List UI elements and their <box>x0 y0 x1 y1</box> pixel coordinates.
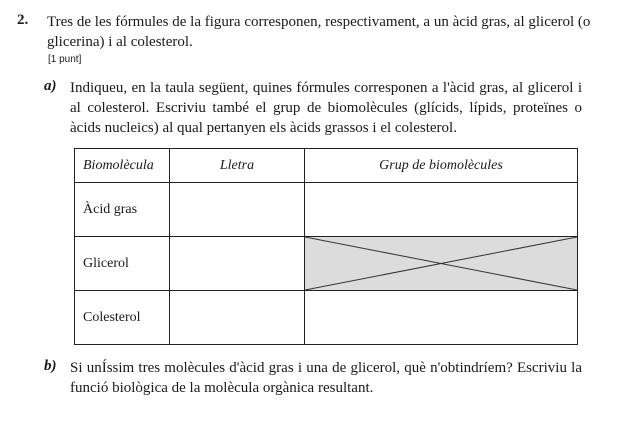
row-letter-acid-gras[interactable] <box>170 183 305 237</box>
cross-out-icon <box>305 237 577 290</box>
question-text: Tres de les fórmules de la figura corresponen, respectivament, a un àcid gras, al glicerol (o glicerina) i al colesterol. <box>47 14 591 50</box>
header-grup: Grup de biomolècules <box>305 149 578 183</box>
header-lletra: Lletra <box>170 149 305 183</box>
part-a-text: Indiqueu, en la taula següent, quines fórmules corresponen a l'àcid gras, al glicerol i al colesterol. Escriviu també el grup de biomolècules (glícids, lípids, proteïnes o àcids nucleics) al qual pertanyen els àcids grassos i el colesterol. <box>70 80 582 136</box>
answer-table <box>74 148 578 345</box>
row-name-acid-gras: Àcid gras <box>75 183 170 237</box>
table-row <box>75 237 578 291</box>
part-a-label: a) <box>44 78 57 94</box>
part-b-label: b) <box>44 358 57 374</box>
row-letter-colesterol[interactable] <box>170 291 305 345</box>
part-b-text: Si unÍssim tres molècules d'àcid gras i una de glicerol, què n'obtindríem? Escriviu la funció biològica de la molècula orgànica resultant. <box>70 360 582 396</box>
row-group-acid-gras[interactable] <box>305 183 578 237</box>
row-group-colesterol[interactable] <box>305 291 578 345</box>
row-name-colesterol: Colesterol <box>75 291 170 345</box>
table-row <box>75 183 578 237</box>
table-header-row <box>75 149 578 183</box>
row-group-glicerol-crossed-out <box>305 237 578 291</box>
table-row <box>75 291 578 345</box>
header-biomolecula: Biomolècula <box>75 149 170 183</box>
row-name-glicerol: Glicerol <box>75 237 170 291</box>
question-number: 2. <box>17 12 29 28</box>
row-letter-glicerol[interactable] <box>170 237 305 291</box>
points-label: [1 punt] <box>48 54 82 65</box>
